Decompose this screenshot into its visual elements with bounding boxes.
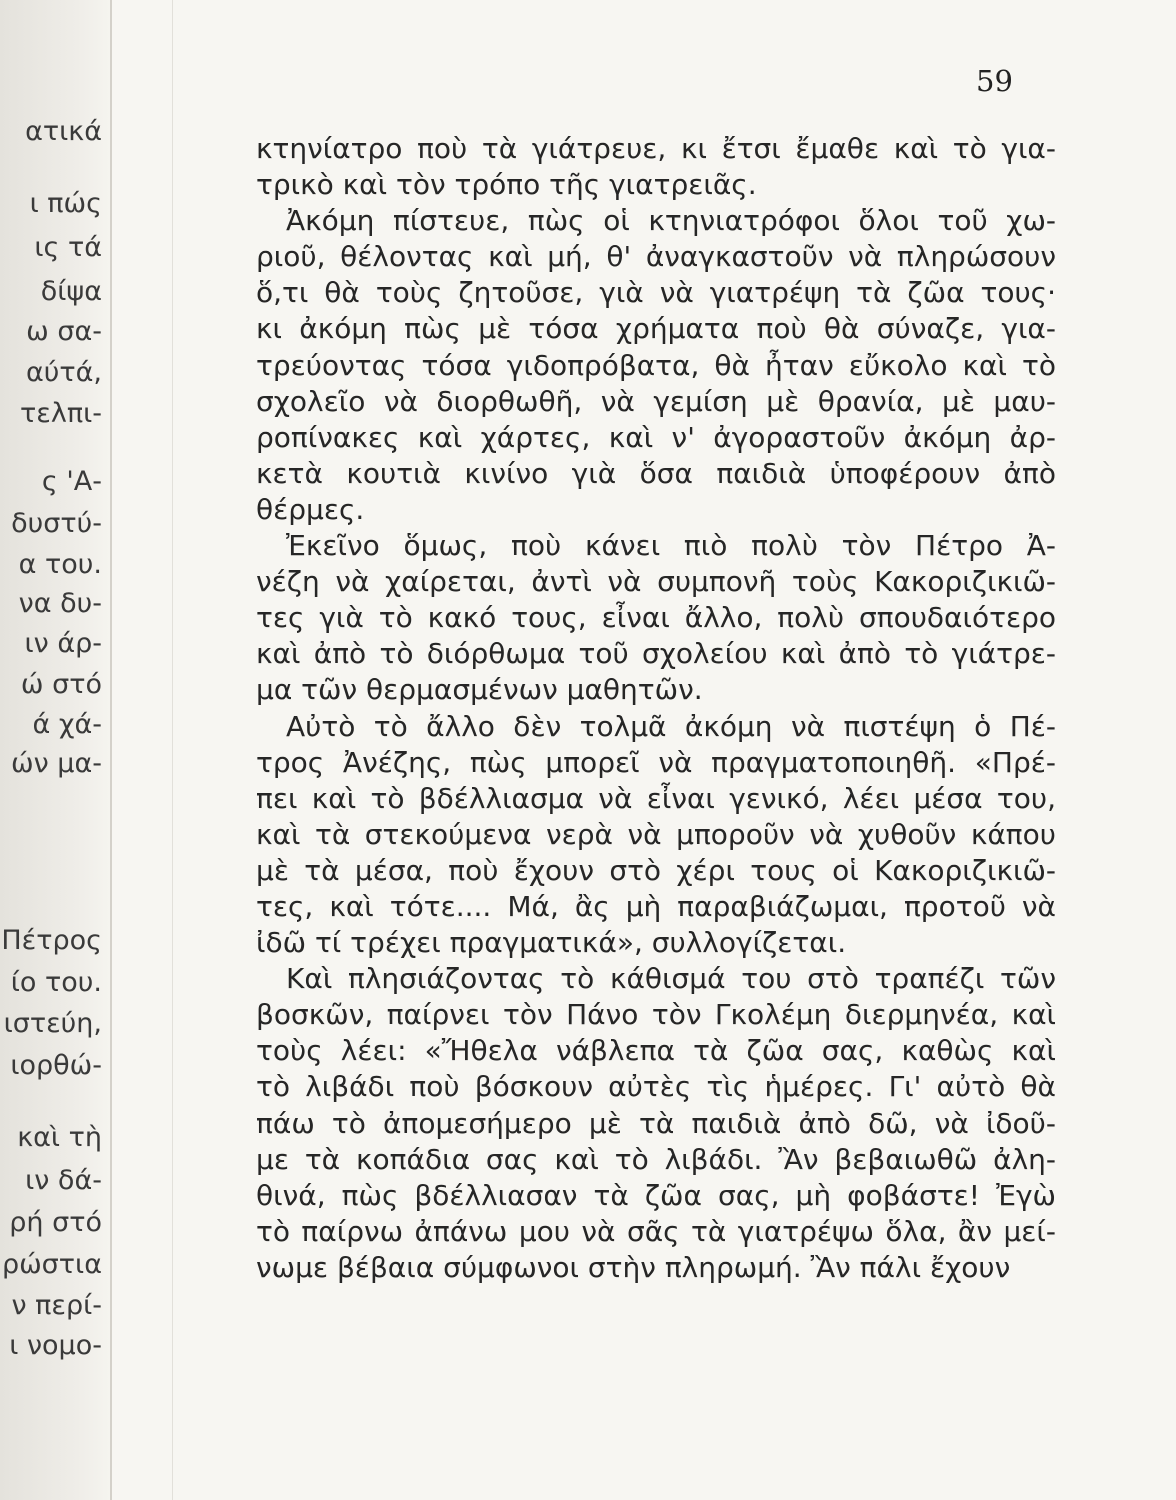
margin-fragment: ω σα- xyxy=(26,316,102,347)
text-line: τρος Ἀνέζης, πὼς μπορεῖ νὰ πραγματοποιηθῆ. «Πρέ- xyxy=(256,745,1056,779)
margin-fragment: δίψα xyxy=(40,276,102,307)
text-line: καὶ τὰ στεκούμενα νερὰ νὰ μποροῦν νὰ χυθοῦν κάπου xyxy=(256,817,1056,851)
margin-fragment: ιορθώ- xyxy=(10,1050,102,1081)
margin-fragment: αύτά, xyxy=(25,357,102,388)
text-line: τοὺς λέει: «Ἤθελα νάβλεπα τὰ ζῶα σας, καθὼς καὶ xyxy=(256,1034,1056,1068)
margin-fragment: ις τά xyxy=(34,232,102,263)
page-number: 59 xyxy=(976,64,1013,98)
margin-fragment: ώ στό xyxy=(20,669,102,700)
margin-fragment: ών μα- xyxy=(11,748,102,779)
margin-fragment: ρώστια xyxy=(1,1249,102,1280)
margin-fragment: ιν δά- xyxy=(25,1165,102,1196)
margin-fragment: ς 'Α- xyxy=(41,466,102,497)
text-line: Καὶ πλησιάζοντας τὸ κάθισμά του στὸ τραπέζι τῶν xyxy=(286,962,1056,996)
margin-fragment: ι νομο- xyxy=(9,1330,102,1361)
margin-fragment: Πέτρος xyxy=(1,925,102,956)
text-line: σχολεῖο νὰ διορθωθῆ, νὰ γεμίση μὲ θρανία, μὲ μαυ- xyxy=(256,384,1056,418)
text-line: τρικὸ καὶ τὸν τρόπο τῆς γιατρειᾶς. xyxy=(256,168,757,202)
body-text xyxy=(256,131,1056,1286)
text-line: βοσκῶν, παίρνει τὸν Πάνο τὸν Γκολέμη διερμηνέα, καὶ xyxy=(256,998,1056,1032)
margin-fragment: ιστεύη, xyxy=(3,1008,102,1039)
text-line: ριοῦ, θέλοντας καὶ μή, θ' ἀναγκαστοῦν νὰ πληρώσουν xyxy=(256,240,1056,274)
text-line: τες γιὰ τὸ κακό τους, εἶναι ἄλλο, πολὺ σπουδαιότερο xyxy=(256,601,1056,635)
margin-fragment: ά χά- xyxy=(32,709,102,740)
text-line: τρεύοντας τόσα γιδοπρόβατα, θὰ ἦταν εὔκολο καὶ τὸ xyxy=(256,348,1056,382)
margin-fragment: δυστύ- xyxy=(11,508,102,539)
text-line: θινά, πὼς βδέλλιασαν τὰ ζῶα σας, μὴ φοβάστε! Ἐγὼ xyxy=(256,1178,1056,1212)
text-line: νέζη νὰ χαίρεται, ἀντὶ νὰ συμπονῆ τοὺς Κακοριζικιῶ- xyxy=(256,565,1056,599)
margin-fragment: ι πώς xyxy=(29,188,102,219)
paragraph xyxy=(256,961,1056,1286)
text-line: Ἐκεῖνο ὅμως, ποὺ κάνει πιὸ πολὺ τὸν Πέτρο Ἀ- xyxy=(286,529,1056,563)
text-line: θέρμες. xyxy=(256,492,365,526)
margin-fragment: να δυ- xyxy=(18,588,102,619)
text-line: μα τῶν θερμασμένων μαθητῶν. xyxy=(256,673,703,707)
text-line: ὅ,τι θὰ τοὺς ζητοῦσε, γιὰ νὰ γιατρέψη τὰ ζῶα τους· xyxy=(256,276,1056,310)
margin-fragment: ατικά xyxy=(25,116,102,147)
text-line: με τὰ κοπάδια σας καὶ τὸ λιβάδι. Ἂν βεβαιωθῶ ἀλη- xyxy=(256,1142,1056,1176)
text-line: κι ἀκόμη πὼς μὲ τόσα χρήματα ποὺ θὰ σύναζε, για- xyxy=(256,312,1056,346)
margin-fragment: ρή στό xyxy=(9,1207,102,1238)
margin-fragment: ιν άρ- xyxy=(24,628,102,659)
paragraph xyxy=(256,528,1056,708)
margin-fragment: ν περί- xyxy=(11,1290,102,1321)
text-line: νωμε βέβαια σύμφωνοι στὴν πληρωμή. Ἂν πάλι ἔχουν xyxy=(256,1250,1011,1284)
text-line: πάω τὸ ἀπομεσήμερο μὲ τὰ παιδιὰ ἀπὸ δῶ, νὰ ἰδοῦ- xyxy=(256,1106,1056,1140)
text-line: μὲ τὰ μέσα, ποὺ ἔχουν στὸ χέρι τους οἱ Κακοριζικιῶ- xyxy=(256,853,1056,887)
text-line: κετὰ κουτιὰ κινίνο γιὰ ὅσα παιδιὰ ὑποφέρουν ἀπὸ xyxy=(256,456,1056,490)
paragraph xyxy=(256,131,1056,203)
text-line: ροπίνακες καὶ χάρτες, καὶ ν' ἀγοραστοῦν ἀκόμη ἀρ- xyxy=(256,420,1056,454)
margin-fragment: ίο του. xyxy=(10,967,102,998)
margin-fragment: καὶ τὴ xyxy=(17,1122,102,1153)
margin-fragment: τελπι- xyxy=(20,398,102,429)
paragraph xyxy=(256,203,1056,528)
page-fold-line xyxy=(172,0,173,1500)
text-line: τες, καὶ τότε.... Μά, ἂς μὴ παραβιάζωμαι, προτοῦ νὰ xyxy=(256,889,1056,923)
text-line: πει καὶ τὸ βδέλλιασμα νὰ εἶναι γενικό, λέει μέσα του, xyxy=(256,781,1056,815)
text-line: ἰδῶ τί τρέχει πραγματικά», συλλογίζεται. xyxy=(256,926,847,960)
text-line: καὶ ἀπὸ τὸ διόρθωμα τοῦ σχολείου καὶ ἀπὸ τὸ γιάτρε- xyxy=(256,637,1056,671)
margin-fragment: α του. xyxy=(18,549,102,580)
text-line: κτηνίατρο ποὺ τὰ γιάτρευε, κι ἔτσι ἔμαθε καὶ τὸ για- xyxy=(256,132,1056,165)
text-line: Ἀκόμη πίστευε, πὼς οἱ κτηνιατρόφοι ὅλοι τοῦ χω- xyxy=(286,204,1056,238)
text-line: τὸ παίρνω ἀπάνω μου νὰ σᾶς τὰ γιατρέψω ὅλα, ἂν μεί- xyxy=(256,1214,1056,1248)
left-page-margin xyxy=(0,0,112,1500)
text-line: τὸ λιβάδι ποὺ βόσκουν αὐτὲς τὶς ἡμέρες. Γι' αὐτὸ θὰ xyxy=(256,1070,1056,1104)
paragraph xyxy=(256,709,1056,962)
text-line: Αὐτὸ τὸ ἄλλο δὲν τολμᾶ ἀκόμη νὰ πιστέψη ὁ Πέ- xyxy=(286,709,1056,743)
